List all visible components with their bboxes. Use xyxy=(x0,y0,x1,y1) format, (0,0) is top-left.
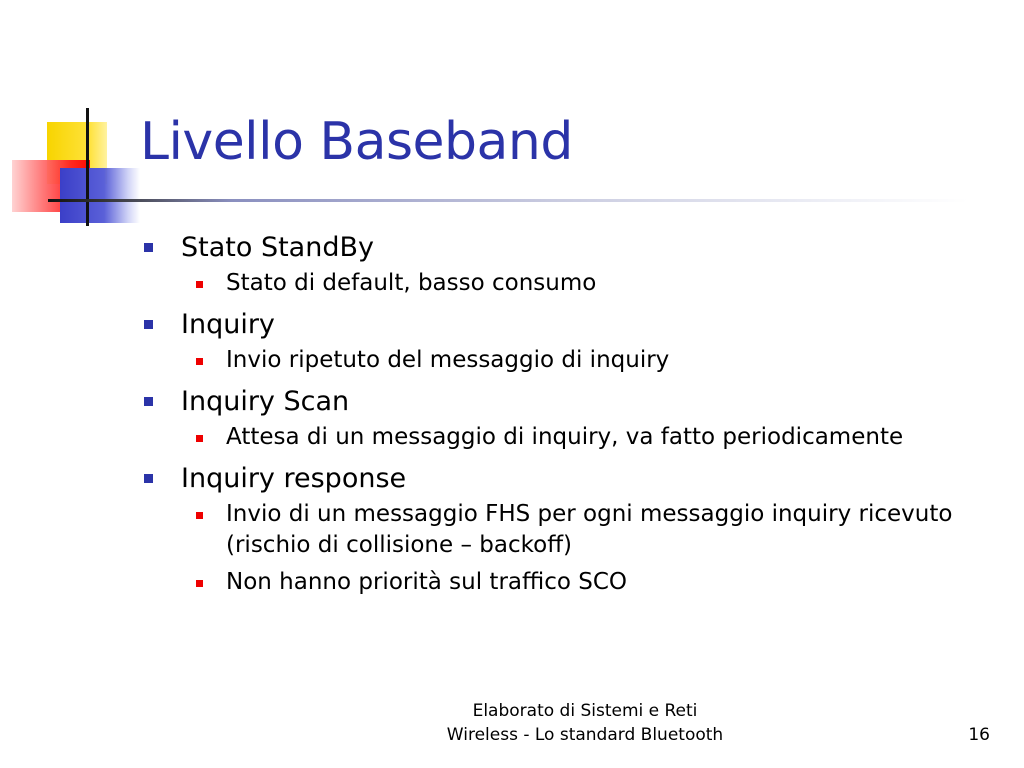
sub-bullet-item xyxy=(226,422,1024,453)
bullet-text: Inquiry Scan xyxy=(181,386,350,417)
sub-bullet-item xyxy=(226,268,1024,299)
sub-bullet-list xyxy=(181,499,1024,598)
footer-line-1: Elaborato di Sistemi e Reti xyxy=(472,701,698,721)
bullet-text: Inquiry response xyxy=(181,463,407,494)
blue-square-bullet-icon xyxy=(144,243,153,252)
sub-bullet-list xyxy=(181,268,1024,299)
blue-square-bullet-icon xyxy=(144,474,153,483)
sub-bullet-item xyxy=(226,567,1024,598)
bullet-item xyxy=(181,459,1024,598)
red-square-bullet-icon xyxy=(196,435,203,442)
bullet-item xyxy=(181,228,1024,299)
title-underline-rule xyxy=(48,199,968,202)
blue-square-bullet-icon xyxy=(144,397,153,406)
slide-title: Livello Baseband xyxy=(140,112,573,172)
red-square-bullet-icon xyxy=(196,281,203,288)
blue-square-bullet-icon xyxy=(144,320,153,329)
sub-bullet-text: Non hanno priorità sul traffico SCO xyxy=(226,569,628,595)
decorative-vertical-line xyxy=(86,108,89,226)
sub-bullet-text: Stato di default, basso consumo xyxy=(226,270,597,296)
page-number: 16 xyxy=(968,725,990,745)
footer-line-2: Wireless - Lo standard Bluetooth xyxy=(446,725,724,745)
bullet-item xyxy=(181,382,1024,453)
bullet-text: Stato StandBy xyxy=(181,232,374,263)
sub-bullet-list xyxy=(181,345,1024,376)
sub-bullet-item xyxy=(226,345,1024,376)
sub-bullet-text: Invio di un messaggio FHS per ogni messaggio inquiry ricevuto (rischio di collisione – backoff) xyxy=(226,501,953,558)
sub-bullet-text: Attesa di un messaggio di inquiry, va fatto periodicamente xyxy=(226,424,904,450)
slide-content xyxy=(0,228,1024,604)
bullet-list xyxy=(0,228,1024,598)
decorative-blue-gradient-bar xyxy=(60,168,140,223)
bullet-text: Inquiry xyxy=(181,309,275,340)
sub-bullet-item xyxy=(226,499,1024,561)
bullet-item xyxy=(181,305,1024,376)
slide-footer xyxy=(385,699,785,747)
sub-bullet-text: Invio ripetuto del messaggio di inquiry xyxy=(226,347,670,373)
red-square-bullet-icon xyxy=(196,512,203,519)
red-square-bullet-icon xyxy=(196,358,203,365)
red-square-bullet-icon xyxy=(196,580,203,587)
sub-bullet-list xyxy=(181,422,1024,453)
